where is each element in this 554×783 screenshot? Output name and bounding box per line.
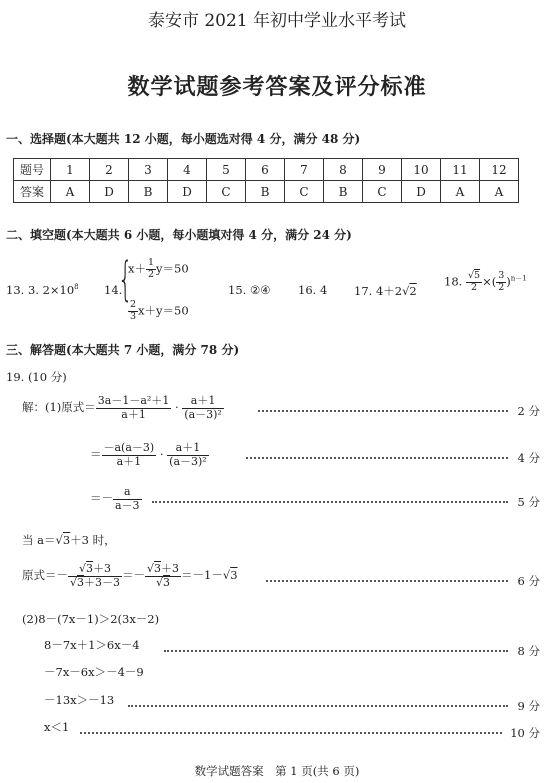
score-mark: 9 分 — [517, 699, 540, 713]
fraction: $\frac{a}{a-3}$ — [115, 485, 140, 512]
row-label-number: 题号 — [14, 159, 51, 181]
table-cell: 1 — [51, 159, 90, 181]
score-mark: 6 分 — [517, 574, 540, 588]
table-cell: B — [129, 181, 168, 203]
table-cell: 7 — [285, 159, 324, 181]
step-4: 原式＝－ $\frac{√3+3}{√3+3-3}$ ＝－ $\frac{√3+3}{√3}$ ＝－1－√3 — [22, 562, 238, 589]
table-cell: 11 — [441, 159, 480, 181]
answer-14-eq1: x＋ $\frac{1}{2}$ y＝50 — [128, 257, 189, 280]
table-cell: 5 — [207, 159, 246, 181]
table-cell: D — [168, 181, 207, 203]
step-2: ＝ $\frac{-a(a-3)}{a+1}$ · $\frac{a+1}{\text{(a－3)²}}$ — [90, 441, 207, 468]
section1-heading: 一、选择题(本大题共 12 小题，每小题选对得 4 分，满分 48 分) — [6, 132, 361, 146]
fraction: $\frac{√3+3}{√3}$ — [147, 562, 180, 589]
table-cell: A — [441, 181, 480, 203]
table-cell: A — [480, 181, 519, 203]
part-2-line-2: －7x－6x＞－4－9 — [44, 665, 144, 679]
fraction: $\frac{√5}{2}$ — [467, 270, 481, 293]
score-mark: 8 分 — [517, 644, 540, 658]
score-mark: 2 分 — [517, 404, 540, 418]
dot-leader — [164, 650, 508, 652]
part-2-line-3: －13x＞－13 — [44, 693, 115, 707]
section2-heading: 二、填空题(本大题共 6 小题，每小题填对得 4 分，满分 24 分) — [6, 228, 352, 242]
table-cell: 3 — [129, 159, 168, 181]
row-label-answer: 答案 — [14, 181, 51, 203]
exam-title: 泰安市 2021 年初中学业水平考试 — [147, 11, 407, 31]
part-2-line-4: x＜1 — [44, 720, 70, 734]
table-cell: C — [285, 181, 324, 203]
score-mark: 10 分 — [510, 726, 540, 740]
part-2-inequality: (2)8－(7x－1)＞2(3x－2) — [22, 612, 160, 626]
answer-18: 18. $\frac{√5}{2}$ ×( $\frac{3}{2}$ )$^{n-1}$ — [444, 270, 527, 293]
dot-leader — [80, 732, 502, 734]
answer-key-title: 数学试题参考答案及评分标准 — [127, 74, 427, 100]
fraction: $\frac{√3+3}{√3+3-3}$ — [70, 562, 121, 589]
fraction: $\frac{a+1}{\text{(a－3)²}}$ — [169, 441, 207, 468]
table-row-answers — [14, 181, 519, 203]
answer-16: 16. 4 — [298, 283, 328, 297]
answer-15: 15. ②④ — [228, 283, 271, 297]
answer-14-label: 14. — [104, 283, 123, 297]
page-footer: 数学试题答案 第 1 页(共 6 页) — [194, 764, 360, 778]
brace-symbol: { — [118, 252, 133, 306]
fraction: $\frac{2}{3}$ — [130, 299, 137, 322]
table-cell: 12 — [480, 159, 519, 181]
fraction: $\frac{-a(a-3)}{a+1}$ — [103, 441, 155, 468]
answer-17: 17. 4＋2√2 — [354, 284, 417, 298]
step-1: 解：(1)原式＝ $\frac{\text{3a－1－a²＋1}}{a+1}$ · $\frac{a+1}{\text{(a－3)²}}$ — [22, 394, 222, 421]
answer-14-eq2: $\frac{2}{3}$ x＋y＝50 — [130, 299, 189, 322]
fraction: $\frac{\text{3a－1－a²＋1}}{a+1}$ — [97, 394, 170, 421]
table-cell: B — [324, 181, 363, 203]
score-mark: 4 分 — [517, 451, 540, 465]
answer-13: 13. 3. $2\times 10^8$ — [6, 283, 79, 297]
question-19-label: 19. (10 分) — [6, 370, 67, 384]
answer-table — [13, 158, 519, 203]
part-2-line-1: 8－7x＋1＞6x－4 — [44, 638, 140, 652]
table-cell: C — [207, 181, 246, 203]
table-cell: 6 — [246, 159, 285, 181]
table-cell: B — [246, 181, 285, 203]
fraction: $\frac{3}{2}$ — [498, 270, 505, 293]
dot-leader — [246, 457, 508, 459]
dot-leader — [258, 410, 508, 412]
fraction: $\frac{1}{2}$ — [148, 257, 155, 280]
step-3: ＝－ $\frac{a}{a-3}$ — [90, 485, 140, 512]
fraction: $\frac{a+1}{\text{(a－3)²}}$ — [184, 394, 222, 421]
table-cell: 9 — [363, 159, 402, 181]
table-cell: D — [402, 181, 441, 203]
table-cell: A — [51, 181, 90, 203]
table-cell: 10 — [402, 159, 441, 181]
dot-leader — [128, 705, 508, 707]
table-row-numbers — [14, 159, 519, 181]
table-cell: 2 — [90, 159, 129, 181]
score-mark: 5 分 — [517, 495, 540, 509]
dot-leader — [266, 580, 508, 582]
section3-heading: 三、解答题(本大题共 7 小题，满分 78 分) — [6, 343, 240, 357]
table-cell: 4 — [168, 159, 207, 181]
table-cell: 8 — [324, 159, 363, 181]
substitution-condition: 当 a＝√3＋3 时， — [22, 533, 116, 547]
table-cell: D — [90, 181, 129, 203]
dot-leader — [152, 501, 508, 503]
table-cell: C — [363, 181, 402, 203]
